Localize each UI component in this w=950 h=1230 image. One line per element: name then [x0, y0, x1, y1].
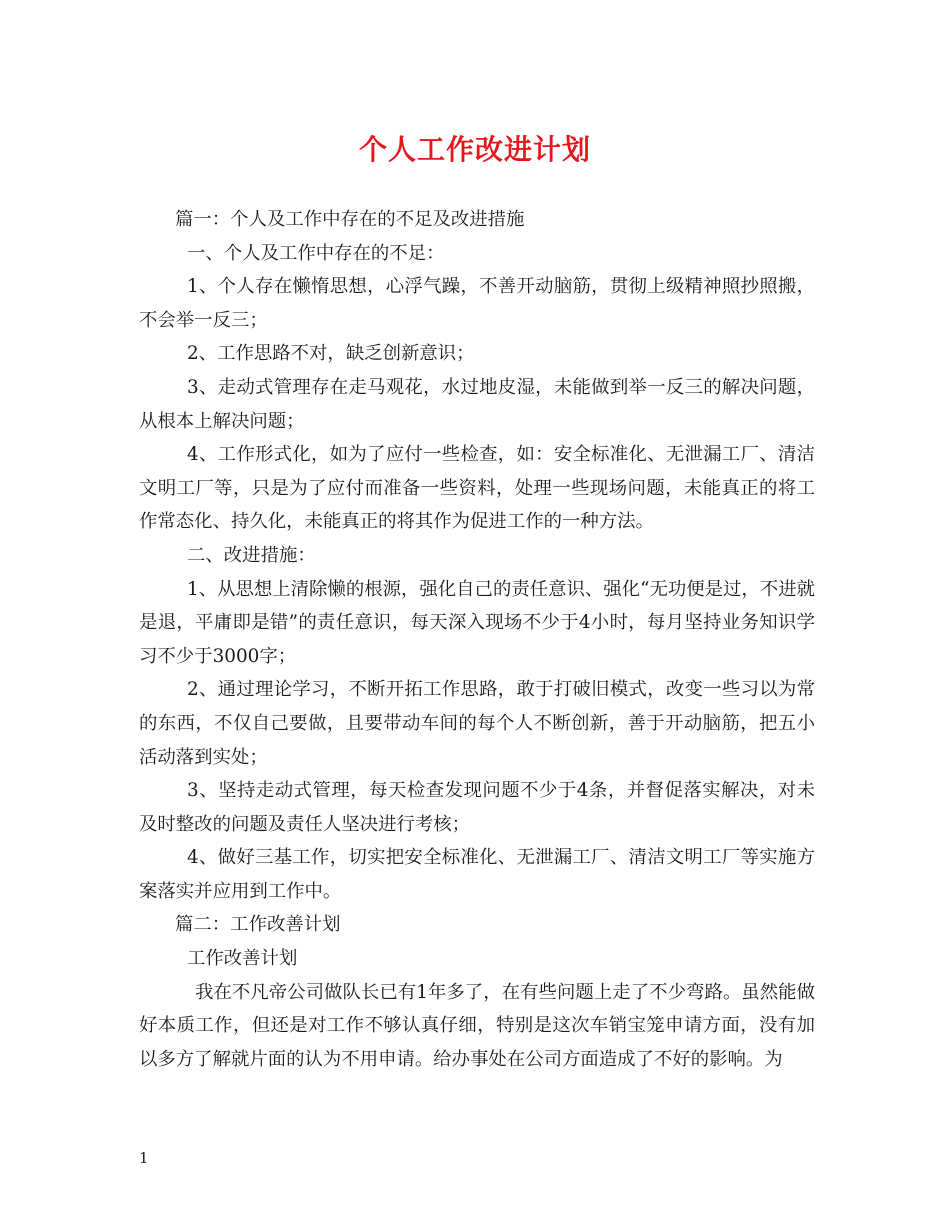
- section-heading: 篇二：工作改善计划: [175, 914, 341, 936]
- paragraph: 1、从思想上清除懒的根源，强化自己的责任意识、强化“无功便是过，不进就是退，平庸即是错”的责任意识，每天深入现场不少于4小时，每月坚持业务知识学习不少于3000字；: [139, 578, 815, 667]
- paragraph: 1、个人存在懒惰思想，心浮气躁，不善开动脑筋，贯彻上级精神照抄照搬，不会举一反三；: [139, 276, 815, 331]
- paragraph: 2、通过理论学习，不断开拓工作思路，敢于打破旧模式，改变一些习以为常的东西，不仅自己要做，且要带动车间的每个人不断创新，善于开动脑筋，把五小活动落到实处；: [139, 679, 815, 768]
- subsection-heading: 二、改进措施：: [187, 544, 316, 566]
- paragraph: 4、做好三基工作，切实把安全标准化、无泄漏工厂、清洁文明工厂等实施方案落实并应用到工作中。: [139, 847, 815, 902]
- document-body: [139, 203, 815, 1076]
- page-number: 1: [139, 1149, 149, 1167]
- section-heading: 篇一：个人及工作中存在的不足及改进措施: [175, 209, 525, 230]
- subsection-heading: 工作改善计划: [187, 948, 298, 970]
- paragraph: 4、工作形式化，如为了应付一些检查，如：安全标准化、无泄漏工厂、清洁文明工厂等，只是为了应付而准备一些资料，处理一些现场问题，未能真正的将工作常态化、持久化，未能真正的将其作为促进工作的一种方法。: [139, 444, 815, 533]
- paragraph: 2、工作思路不对，缺乏创新意识；: [187, 343, 475, 365]
- subsection-heading: 一、个人及工作中存在的不足：: [187, 242, 445, 264]
- document-title: 个人工作改进计划: [358, 133, 591, 166]
- paragraph: 3、走动式管理存在走马观花，水过地皮湿，未能做到举一反三的解决问题，从根本上解决问题；: [139, 376, 815, 432]
- paragraph: 我在不凡帝公司做队长已有1年多了，在有些问题上走了不少弯路。虽然能做好本质工作，但还是对工作不够认真仔细，特别是这次车销宝笼申请方面，没有加以多方了解就片面的认为不用申请。给办事处在公司方面造成了不好的影响。为: [139, 981, 815, 1070]
- paragraph: 3、坚持走动式管理，每天检查发现问题不少于4条，并督促落实解决，对未及时整改的问题及责任人坚决进行考核；: [139, 780, 815, 835]
